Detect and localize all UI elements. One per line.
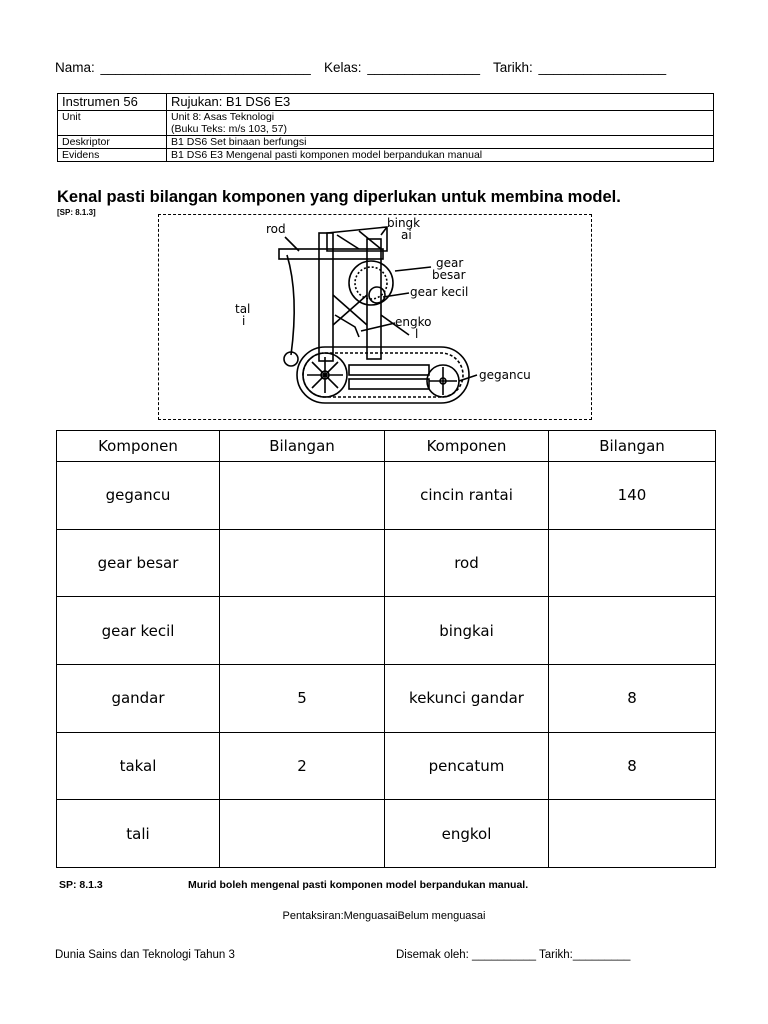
table-row bbox=[57, 597, 716, 665]
quantity-cell[interactable] bbox=[220, 462, 385, 530]
unit-label: Unit bbox=[58, 111, 167, 136]
student-info-line bbox=[55, 60, 668, 75]
label-bingkai-2: ai bbox=[401, 228, 412, 242]
component-name: gegancu bbox=[57, 462, 220, 530]
tarikh-label: Tarikh: bbox=[492, 60, 533, 75]
deskriptor-label: Deskriptor bbox=[58, 136, 167, 149]
quantity-cell[interactable] bbox=[220, 529, 385, 597]
component-name: gear kecil bbox=[57, 597, 220, 665]
nama-blank[interactable]: ____________________________ bbox=[100, 60, 311, 75]
instrument-info-table bbox=[57, 93, 714, 162]
nama-label: Nama: bbox=[55, 60, 95, 75]
label-bingkai-1: bingk bbox=[387, 216, 421, 230]
kelas-blank[interactable]: _______________ bbox=[367, 60, 480, 75]
label-tali-1: tal bbox=[235, 302, 251, 316]
book-title: Dunia Sains dan Teknologi Tahun 3 bbox=[55, 949, 235, 961]
label-tali-2: i bbox=[242, 314, 246, 328]
label-gear-besar-1: gear bbox=[436, 256, 464, 270]
component-name: kekunci gandar bbox=[385, 664, 549, 732]
quantity-cell[interactable]: 8 bbox=[549, 664, 716, 732]
table-row bbox=[57, 800, 716, 868]
quantity-cell[interactable] bbox=[549, 597, 716, 665]
component-name: gandar bbox=[57, 664, 220, 732]
quantity-cell[interactable] bbox=[549, 529, 716, 597]
kelas-label: Kelas: bbox=[324, 60, 362, 75]
component-name: bingkai bbox=[385, 597, 549, 665]
header-komponen-1: Komponen bbox=[57, 431, 220, 462]
tarikh-blank[interactable]: _________________ bbox=[538, 60, 667, 75]
evidens-value: B1 DS6 E3 Mengenal pasti komponen model berpandukan manual bbox=[167, 149, 714, 162]
sp-label: SP: 8.1.3 bbox=[59, 879, 103, 891]
unit-value bbox=[167, 111, 714, 136]
table-row bbox=[57, 732, 716, 800]
component-name: engkol bbox=[385, 800, 549, 868]
table-row bbox=[57, 529, 716, 597]
quantity-cell[interactable] bbox=[220, 800, 385, 868]
unit-line-2: (Buku Teks: m/s 103, 57) bbox=[171, 123, 287, 135]
pentaksiran-line: Pentaksiran:MenguasaiBelum menguasai bbox=[282, 910, 486, 922]
label-engkol-2: l bbox=[415, 327, 419, 341]
label-engkol-1: engko bbox=[395, 315, 432, 329]
header-bilangan-1: Bilangan bbox=[220, 431, 385, 462]
reviewed-by-line: Disemak oleh: __________ Tarikh:_________ bbox=[396, 949, 631, 961]
instrumen-cell: Instrumen 56 bbox=[58, 94, 167, 111]
sp-description: Murid boleh mengenal pasti komponen model berpandukan manual. bbox=[188, 879, 529, 891]
component-name: rod bbox=[385, 529, 549, 597]
header-bilangan-2: Bilangan bbox=[549, 431, 716, 462]
quantity-cell[interactable] bbox=[220, 597, 385, 665]
components-table bbox=[56, 430, 716, 868]
label-gear-besar-2: besar bbox=[432, 268, 466, 282]
evidens-label: Evidens bbox=[58, 149, 167, 162]
question-text: Kenal pasti bilangan komponen yang diperlukan untuk membina model. bbox=[57, 188, 621, 206]
quantity-cell[interactable]: 140 bbox=[549, 462, 716, 530]
table-row bbox=[57, 664, 716, 732]
deskriptor-value: B1 DS6 Set binaan berfungsi bbox=[167, 136, 714, 149]
quantity-cell[interactable]: 5 bbox=[220, 664, 385, 732]
component-name: gear besar bbox=[57, 529, 220, 597]
quantity-cell[interactable]: 2 bbox=[220, 732, 385, 800]
model-diagram-box bbox=[158, 214, 592, 420]
label-gegancu: gegancu bbox=[479, 368, 531, 382]
component-name: pencatum bbox=[385, 732, 549, 800]
component-name: takal bbox=[57, 732, 220, 800]
tracked-model-illustration bbox=[159, 215, 593, 421]
component-name: tali bbox=[57, 800, 220, 868]
quantity-cell[interactable]: 8 bbox=[549, 732, 716, 800]
rujukan-cell: Rujukan: B1 DS6 E3 bbox=[167, 94, 714, 111]
unit-line-1: Unit 8: Asas Teknologi bbox=[171, 111, 275, 123]
component-name: cincin rantai bbox=[385, 462, 549, 530]
sp-reference: [SP: 8.1.3] bbox=[57, 208, 96, 217]
header-komponen-2: Komponen bbox=[385, 431, 549, 462]
table-header-row bbox=[57, 431, 716, 462]
label-rod: rod bbox=[266, 222, 286, 236]
quantity-cell[interactable] bbox=[549, 800, 716, 868]
label-gear-kecil: gear kecil bbox=[410, 285, 469, 299]
table-row bbox=[57, 462, 716, 530]
